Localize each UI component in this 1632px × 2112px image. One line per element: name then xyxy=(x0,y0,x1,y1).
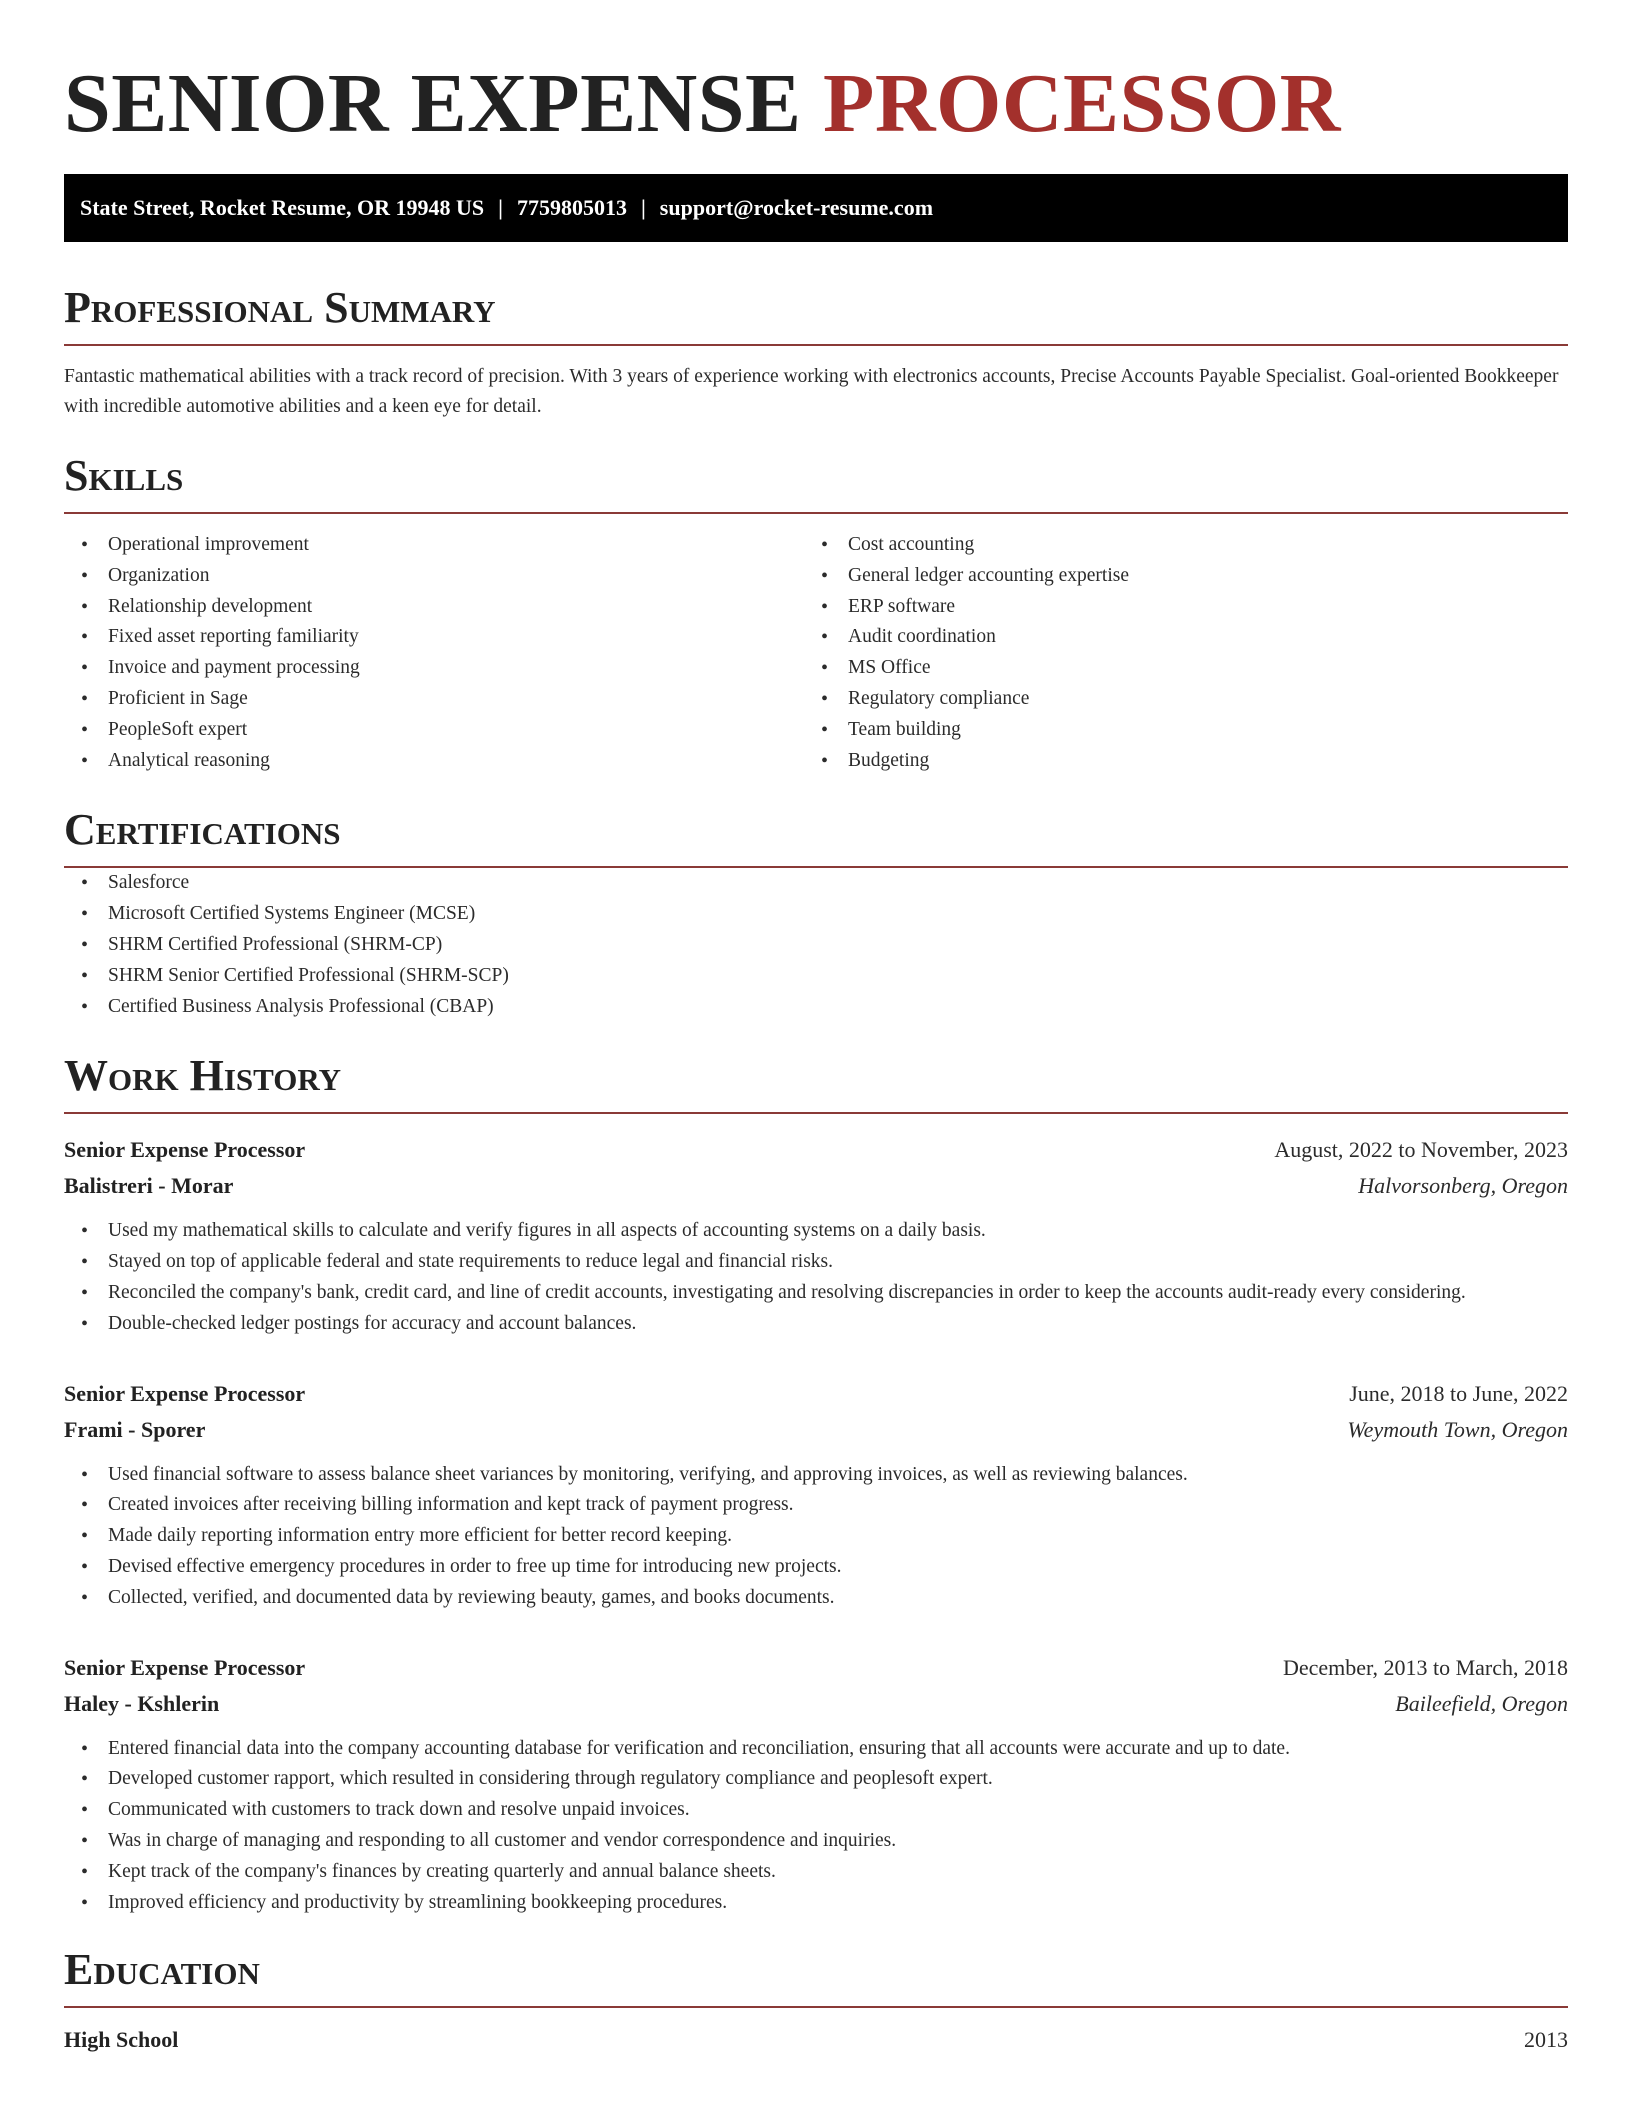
skills-list-right xyxy=(804,530,1544,776)
summary-text: Fantastic mathematical abilities with a track record of precision. With 3 years of experience working with electronics accounts, Precise Accounts Payable Specialist. Goal-oriented Bookkeeper with incredible automotive abilities and a keen eye for detail. xyxy=(64,366,1559,417)
job-bullet: • Double-checked ledger postings for accuracy and account balances. xyxy=(64,1309,1568,1340)
job-location: Baileefield, Oregon xyxy=(1395,1690,1568,1716)
job-bullet: • Made daily reporting information entry more efficient for better record keeping. xyxy=(64,1521,1568,1552)
title-main: SENIOR EXPENSE xyxy=(64,57,802,150)
job-dates: August, 2022 to November, 2023 xyxy=(1274,1137,1568,1163)
job-company: Balistreri - Morar xyxy=(64,1173,234,1199)
skill-item: • PeopleSoft expert xyxy=(64,715,804,746)
resume-title xyxy=(64,0,1568,150)
contact-address: State Street, Rocket Resume, OR 19948 US xyxy=(80,195,485,220)
job-bullet: • Stayed on top of applicable federal and state requirements to reduce legal and financial risks. xyxy=(64,1247,1568,1278)
job-bullet: • Was in charge of managing and responding to all customer and vendor correspondence and inquiries. xyxy=(64,1826,1568,1857)
certification-item: • Salesforce xyxy=(64,868,1568,899)
education-entry xyxy=(64,2022,1568,2058)
skill-item: • Invoice and payment processing xyxy=(64,653,804,684)
job-entry xyxy=(64,1650,1568,1919)
job-dates: December, 2013 to March, 2018 xyxy=(1282,1654,1568,1680)
job-bullet: • Devised effective emergency procedures in order to free up time for introducing new projects. xyxy=(64,1552,1568,1583)
work-history-heading: Work History xyxy=(64,1052,1568,1114)
job-title-row xyxy=(64,1376,1568,1412)
job-bullet: • Used my mathematical skills to calculate and verify figures in all aspects of accounting systems on a daily basis. xyxy=(64,1216,1568,1247)
skill-item: • Audit coordination xyxy=(804,622,1544,653)
certifications-list xyxy=(64,868,1568,1022)
skill-item: • Operational improvement xyxy=(64,530,804,561)
skills-columns xyxy=(64,530,1568,776)
job-company-row xyxy=(64,1686,1568,1722)
education-school: High School xyxy=(64,2027,179,2053)
job-company-row xyxy=(64,1412,1568,1448)
skill-item: • Regulatory compliance xyxy=(804,684,1544,715)
skill-item: • Fixed asset reporting familiarity xyxy=(64,622,804,653)
skill-item: • Analytical reasoning xyxy=(64,746,804,777)
skill-item: • Budgeting xyxy=(804,746,1544,777)
skill-item: • Cost accounting xyxy=(804,530,1544,561)
job-bullet: • Created invoices after receiving billing information and kept track of payment progress. xyxy=(64,1490,1568,1521)
job-bullet: • Developed customer rapport, which resulted in considering through regulatory compliance and peoplesoft expert. xyxy=(64,1764,1568,1795)
contact-email: support@rocket-resume.com xyxy=(659,195,934,220)
job-bullet: • Communicated with customers to track down and resolve unpaid invoices. xyxy=(64,1795,1568,1826)
education-year: 2013 xyxy=(1524,2027,1568,2053)
job-entry xyxy=(64,1132,1568,1339)
job-company: Haley - Kshlerin xyxy=(64,1690,220,1716)
contact-bar xyxy=(64,174,1568,242)
job-title-row xyxy=(64,1650,1568,1686)
job-bullets xyxy=(64,1734,1568,1919)
skill-item: • ERP software xyxy=(804,592,1544,623)
skills-heading: Skills xyxy=(64,452,1568,514)
skills-list-left xyxy=(64,530,804,776)
contact-separator: | xyxy=(498,195,503,220)
contact-phone: 7759805013 xyxy=(516,195,627,220)
certifications-heading: Certifications xyxy=(64,806,1568,868)
skill-item: • Team building xyxy=(804,715,1544,746)
job-bullet: • Collected, verified, and documented data by reviewing beauty, games, and books documents. xyxy=(64,1583,1568,1614)
resume-page xyxy=(64,0,1568,2058)
job-bullet: • Kept track of the company's finances by creating quarterly and annual balance sheets. xyxy=(64,1857,1568,1888)
job-bullets xyxy=(64,1216,1568,1339)
job-entry xyxy=(64,1376,1568,1614)
job-company: Frami - Sporer xyxy=(64,1416,206,1442)
job-title-row xyxy=(64,1132,1568,1168)
job-bullets xyxy=(64,1460,1568,1614)
title-accent: PROCESSOR xyxy=(823,57,1341,150)
certification-item: • Certified Business Analysis Professional (CBAP) xyxy=(64,992,1568,1023)
certification-item: • SHRM Senior Certified Professional (SHRM-SCP) xyxy=(64,961,1568,992)
contact-separator: | xyxy=(640,195,646,220)
education-heading: Education xyxy=(64,1946,1568,2008)
job-bullet: • Used financial software to assess balance sheet variances by monitoring, verifying, and approving invoices, as well as reviewing balances. xyxy=(64,1460,1568,1491)
job-bullet: • Improved efficiency and productivity by streamlining bookkeeping procedures. xyxy=(64,1888,1568,1919)
summary-heading: Professional Summary xyxy=(64,284,1568,346)
skill-item: • Organization xyxy=(64,561,804,592)
job-dates: June, 2018 to June, 2022 xyxy=(1349,1380,1568,1406)
skill-item: • Relationship development xyxy=(64,592,804,623)
job-location: Weymouth Town, Oregon xyxy=(1347,1416,1568,1442)
job-bullet: • Reconciled the company's bank, credit card, and line of credit accounts, investigating and resolving discrepancies in order to keep the accounts audit-ready every considering. xyxy=(64,1278,1568,1309)
certification-item: • Microsoft Certified Systems Engineer (MCSE) xyxy=(64,899,1568,930)
skill-item: • MS Office xyxy=(804,653,1544,684)
skill-item: • General ledger accounting expertise xyxy=(804,561,1544,592)
job-title: Senior Expense Processor xyxy=(64,1137,306,1163)
job-title: Senior Expense Processor xyxy=(64,1380,306,1406)
certification-item: • SHRM Certified Professional (SHRM-CP) xyxy=(64,930,1568,961)
job-location: Halvorsonberg, Oregon xyxy=(1358,1173,1568,1199)
job-bullet: • Entered financial data into the company accounting database for verification and reconciliation, ensuring that all accounts were accurate and up to date. xyxy=(64,1734,1568,1765)
job-company-row xyxy=(64,1168,1568,1204)
job-title: Senior Expense Processor xyxy=(64,1654,306,1680)
skill-item: • Proficient in Sage xyxy=(64,684,804,715)
